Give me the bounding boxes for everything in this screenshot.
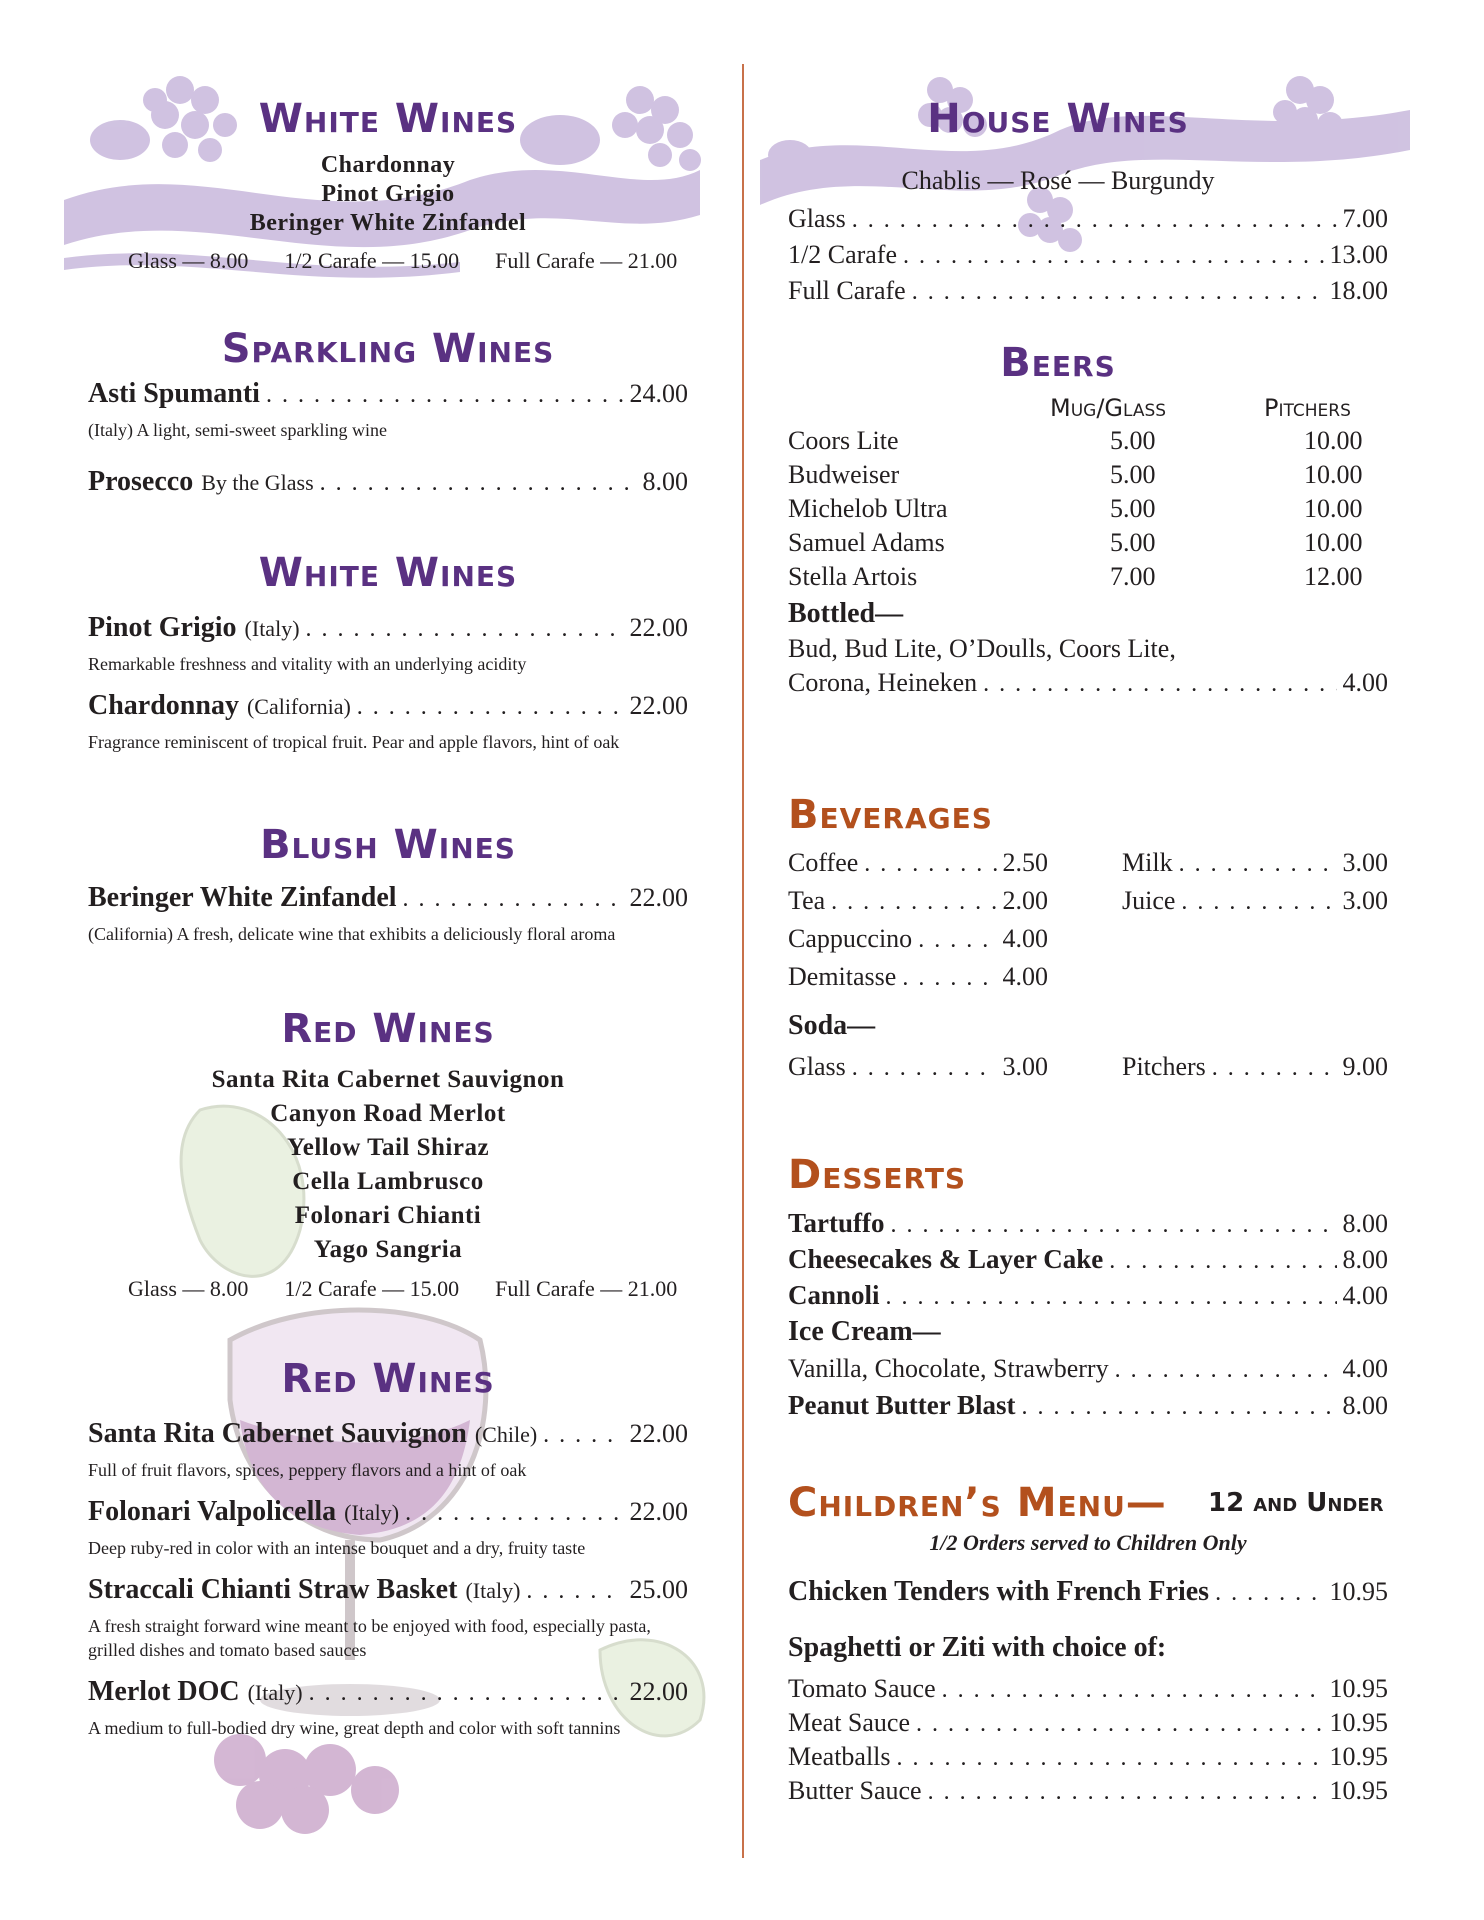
item-price: 4.00	[1002, 924, 1048, 953]
menu-item	[88, 612, 688, 644]
item-price: 8.00	[1342, 1391, 1388, 1420]
item-name: Chardonnay	[88, 690, 239, 721]
item-description: A fresh straight forward wine meant to be enjoyed with food, especially pasta, grilled dishes and tomato based sauces	[88, 1616, 651, 1660]
item-name: Coffee	[788, 848, 859, 877]
item-name: Asti Spumanti	[88, 378, 260, 409]
leader-dots	[1179, 851, 1337, 878]
menu-item	[88, 882, 688, 914]
leader-dots	[831, 889, 996, 916]
item-price: 4.00	[1342, 668, 1388, 697]
leader-dots	[912, 279, 1324, 306]
item-note: (Italy)	[244, 616, 300, 641]
leader-dots	[1115, 1357, 1337, 1384]
item-name: Straccali Chianti Straw Basket	[88, 1574, 458, 1605]
leader-dots	[306, 616, 624, 643]
leader-dots	[357, 694, 624, 721]
item-name: Pinot Grigio	[88, 612, 237, 643]
beer-pitcher-price: 10.00	[1304, 426, 1363, 455]
item-note: (California)	[246, 694, 351, 719]
item-name: Milk	[1122, 848, 1173, 877]
item-note: By the Glass	[201, 470, 314, 495]
leader-dots	[918, 927, 996, 954]
item-price: 25.00	[629, 1575, 688, 1604]
menu-item	[88, 1574, 688, 1606]
red-wine-item: Yellow Tail Shiraz	[286, 1134, 490, 1161]
column-divider	[742, 64, 744, 1858]
section-title-childrens-menu: Children’s Menu—	[788, 1480, 1167, 1526]
beer-mug-price: 5.00	[1110, 460, 1156, 489]
item-note: (Italy)	[247, 1680, 303, 1705]
item-name: Demitasse	[788, 962, 897, 991]
item-name: Tea	[788, 886, 826, 915]
item-price: 2.50	[1002, 848, 1048, 877]
item-price: 22.00	[629, 883, 688, 912]
white-wine-item: Beringer White Zinfandel	[249, 210, 527, 236]
item-price: 3.00	[1002, 1052, 1048, 1081]
menu-item	[788, 1708, 1388, 1738]
section-title-blush-wines: Blush Wines	[260, 822, 516, 868]
item-name: Tomato Sauce	[788, 1674, 936, 1703]
beer-pitcher-price: 10.00	[1304, 460, 1363, 489]
beer-mug-price: 7.00	[1110, 562, 1156, 591]
menu-item	[788, 240, 1388, 270]
item-description: A medium to full-bodied dry wine, great depth and color with soft tannins	[88, 1718, 621, 1738]
item-name: Folonari Valpolicella	[88, 1496, 337, 1527]
beverage-item	[1122, 848, 1388, 878]
beverage-item	[788, 924, 1048, 954]
beer-name: Budweiser	[788, 460, 900, 489]
leader-dots	[942, 1677, 1324, 1704]
white-wine-item: Pinot Grigio	[321, 181, 455, 207]
item-price: 4.00	[1342, 1281, 1388, 1310]
leader-dots	[320, 470, 637, 497]
item-price: 22.00	[629, 613, 688, 642]
item-price: 8.00	[642, 467, 688, 496]
item-price: 4.00	[1002, 962, 1048, 991]
beer-pitcher-price: 10.00	[1304, 494, 1363, 523]
soda-label: Soda—	[788, 1010, 876, 1041]
size-full-carafe: Full Carafe — 21.00	[495, 1276, 678, 1301]
item-name: 1/2 Carafe	[788, 240, 898, 269]
leader-dots	[897, 1745, 1324, 1772]
item-description: Deep ruby-red in color with an intense bouquet and a dry, fruity taste	[88, 1538, 586, 1558]
menu-item	[788, 1742, 1388, 1772]
item-description: Fragrance reminiscent of tropical fruit. Pear and apple flavors, hint of oak	[88, 732, 620, 752]
item-price: 22.00	[629, 1677, 688, 1706]
item-price: 18.00	[1329, 276, 1388, 305]
childrens-age-note: 12 and Under	[1208, 1488, 1384, 1518]
leader-dots	[1215, 1580, 1323, 1607]
beer-name: Michelob Ultra	[788, 494, 948, 523]
size-half-carafe: 1/2 Carafe — 15.00	[284, 248, 460, 273]
item-price: 10.95	[1329, 1577, 1388, 1606]
item-note: (Italy)	[344, 1500, 400, 1525]
beverage-item	[1122, 1052, 1388, 1082]
beer-name: Stella Artois	[788, 562, 918, 591]
beverage-item	[788, 962, 1048, 992]
menu-item	[788, 1280, 1388, 1311]
leader-dots	[1022, 1394, 1337, 1421]
item-name: Santa Rita Cabernet Sauvignon	[88, 1418, 467, 1449]
item-price: 8.00	[1342, 1209, 1388, 1238]
item-description: Remarkable freshness and vitality with an underlying acidity	[88, 654, 527, 674]
item-note: (Chile)	[474, 1422, 538, 1447]
menu-item	[788, 1244, 1388, 1275]
size-full-carafe: Full Carafe — 21.00	[495, 248, 678, 273]
item-price: 8.00	[1342, 1245, 1388, 1274]
section-title-sparkling-wines: Sparkling Wines	[221, 326, 555, 372]
item-name: Glass	[788, 204, 846, 233]
item-name: Cannoli	[788, 1280, 880, 1310]
item-price: 10.95	[1329, 1742, 1388, 1771]
item-price: 3.00	[1342, 886, 1388, 915]
item-name: Meat Sauce	[788, 1708, 911, 1737]
beer-col-mug-glass: Mug/Glass	[1050, 394, 1167, 422]
leader-dots	[852, 1055, 997, 1082]
item-price: 10.95	[1329, 1776, 1388, 1805]
leader-dots	[526, 1578, 623, 1605]
red-wine-item: Santa Rita Cabernet Sauvignon	[211, 1066, 565, 1093]
size-glass: Glass — 8.00	[128, 248, 249, 273]
beverage-item	[1122, 886, 1388, 916]
menu-item	[788, 204, 1388, 234]
item-name: Full Carafe	[788, 276, 906, 305]
menu-item	[88, 690, 688, 722]
item-name: Merlot DOC	[88, 1676, 240, 1707]
item-note: (Italy)	[465, 1578, 521, 1603]
item-price: 22.00	[629, 1497, 688, 1526]
menu-item	[788, 668, 1388, 698]
beer-row	[788, 528, 1388, 562]
leader-dots	[405, 1500, 623, 1527]
childrens-subtitle: 1/2 Orders served to Children Only	[929, 1530, 1247, 1555]
beer-row	[788, 562, 1388, 596]
beer-name: Coors Lite	[788, 426, 899, 455]
leader-dots	[864, 851, 996, 878]
red-wine-sizes	[128, 1276, 678, 1302]
beer-name: Samuel Adams	[788, 528, 945, 557]
leader-dots	[266, 382, 624, 409]
section-title-red-wines-house: Red Wines	[281, 1006, 495, 1052]
section-title-beverages: Beverages	[788, 792, 993, 838]
item-description: (California) A fresh, delicate wine that exhibits a deliciously floral aroma	[88, 924, 616, 944]
item-name: Tartuffo	[788, 1208, 885, 1238]
white-wine-sizes	[128, 248, 678, 274]
item-price: 4.00	[1342, 1354, 1388, 1383]
leader-dots	[902, 965, 996, 992]
item-description: Full of fruit flavors, spices, peppery flavors and a hint of oak	[88, 1460, 527, 1480]
red-wine-item: Yago Sangria	[313, 1236, 463, 1263]
beer-pitcher-price: 12.00	[1304, 562, 1363, 591]
red-wine-item: Folonari Chianti	[294, 1202, 482, 1229]
item-price: 9.00	[1342, 1052, 1388, 1081]
beer-col-pitchers: Pitchers	[1264, 394, 1351, 422]
beer-mug-price: 5.00	[1110, 494, 1156, 523]
leader-dots	[891, 1212, 1337, 1239]
item-name: Pitchers	[1122, 1052, 1206, 1081]
red-wine-item: Canyon Road Merlot	[270, 1100, 506, 1127]
red-wine-item: Cella Lambrusco	[292, 1168, 484, 1195]
leader-dots	[1212, 1055, 1337, 1082]
item-name: Cheesecakes & Layer Cake	[788, 1244, 1104, 1274]
section-title-white-wines-top: White Wines	[258, 96, 518, 142]
beer-mug-price: 5.00	[1110, 528, 1156, 557]
item-name: Chicken Tenders with French Fries	[788, 1576, 1210, 1607]
beverage-item	[788, 886, 1048, 916]
leader-dots	[403, 886, 624, 913]
beverage-item	[788, 1052, 1048, 1082]
item-price: 7.00	[1342, 204, 1388, 233]
leader-dots	[852, 207, 1337, 234]
beer-pitcher-price: 10.00	[1304, 528, 1363, 557]
leader-dots	[309, 1680, 624, 1707]
beer-row	[788, 494, 1388, 528]
item-name: Beringer White Zinfandel	[88, 882, 397, 913]
menu-item	[88, 1676, 688, 1708]
menu-item	[788, 1390, 1388, 1421]
menu-item	[88, 1418, 688, 1450]
leader-dots	[1181, 889, 1336, 916]
house-wine-types: Chablis — Rosé — Burgundy	[901, 166, 1215, 195]
section-title-house-wines: House Wines	[927, 96, 1189, 142]
item-name: Glass	[788, 1052, 846, 1081]
leader-dots	[543, 1422, 623, 1449]
section-title-white-wines: White Wines	[258, 550, 518, 596]
item-description: (Italy) A light, semi-sweet sparkling wine	[88, 420, 387, 440]
menu-item	[788, 1354, 1388, 1384]
beer-row	[788, 460, 1388, 494]
item-price: 10.95	[1329, 1674, 1388, 1703]
bottled-list: Bud, Bud Lite, O’Doulls, Coors Lite,	[788, 634, 1176, 663]
item-name: Juice	[1122, 886, 1176, 915]
item-name: Prosecco	[88, 466, 194, 497]
menu-item	[88, 1496, 688, 1528]
size-glass: Glass — 8.00	[128, 1276, 249, 1301]
leader-dots	[983, 671, 1336, 698]
item-name: Peanut Butter Blast	[788, 1390, 1016, 1420]
ice-cream-label: Ice Cream—	[788, 1316, 941, 1347]
item-name: Butter Sauce	[788, 1776, 922, 1805]
beer-mug-price: 5.00	[1110, 426, 1156, 455]
menu-item	[88, 466, 688, 498]
leader-dots	[886, 1284, 1337, 1311]
menu-item	[788, 1576, 1388, 1608]
menu-item	[88, 378, 688, 410]
item-price: 2.00	[1002, 886, 1048, 915]
beer-row	[788, 426, 1388, 460]
item-price: 24.00	[629, 379, 688, 408]
leader-dots	[1109, 1248, 1336, 1275]
menu-item	[788, 1674, 1388, 1704]
item-price: 22.00	[629, 691, 688, 720]
item-name: Vanilla, Chocolate, Strawberry	[788, 1354, 1109, 1383]
item-price: 22.00	[629, 1419, 688, 1448]
menu-item	[788, 1208, 1388, 1239]
beverage-item	[788, 848, 1048, 878]
bottled-label: Bottled—	[788, 598, 904, 629]
item-name: Meatballs	[788, 1742, 891, 1771]
item-name: Corona, Heineken	[788, 668, 978, 697]
leader-dots	[916, 1711, 1323, 1738]
pasta-label: Spaghetti or Ziti with choice of:	[788, 1632, 1167, 1663]
section-title-beers: Beers	[1000, 340, 1116, 386]
item-price: 13.00	[1329, 240, 1388, 269]
section-title-red-wines: Red Wines	[281, 1356, 495, 1402]
item-price: 3.00	[1342, 848, 1388, 877]
menu-item	[788, 1776, 1388, 1806]
section-title-desserts: Desserts	[788, 1152, 967, 1198]
leader-dots	[903, 243, 1323, 270]
menu-item	[788, 276, 1388, 306]
item-price: 10.95	[1329, 1708, 1388, 1737]
white-wine-item: Chardonnay	[320, 152, 456, 178]
size-half-carafe: 1/2 Carafe — 15.00	[284, 1276, 460, 1301]
leader-dots	[928, 1779, 1324, 1806]
item-name: Cappuccino	[788, 924, 913, 953]
